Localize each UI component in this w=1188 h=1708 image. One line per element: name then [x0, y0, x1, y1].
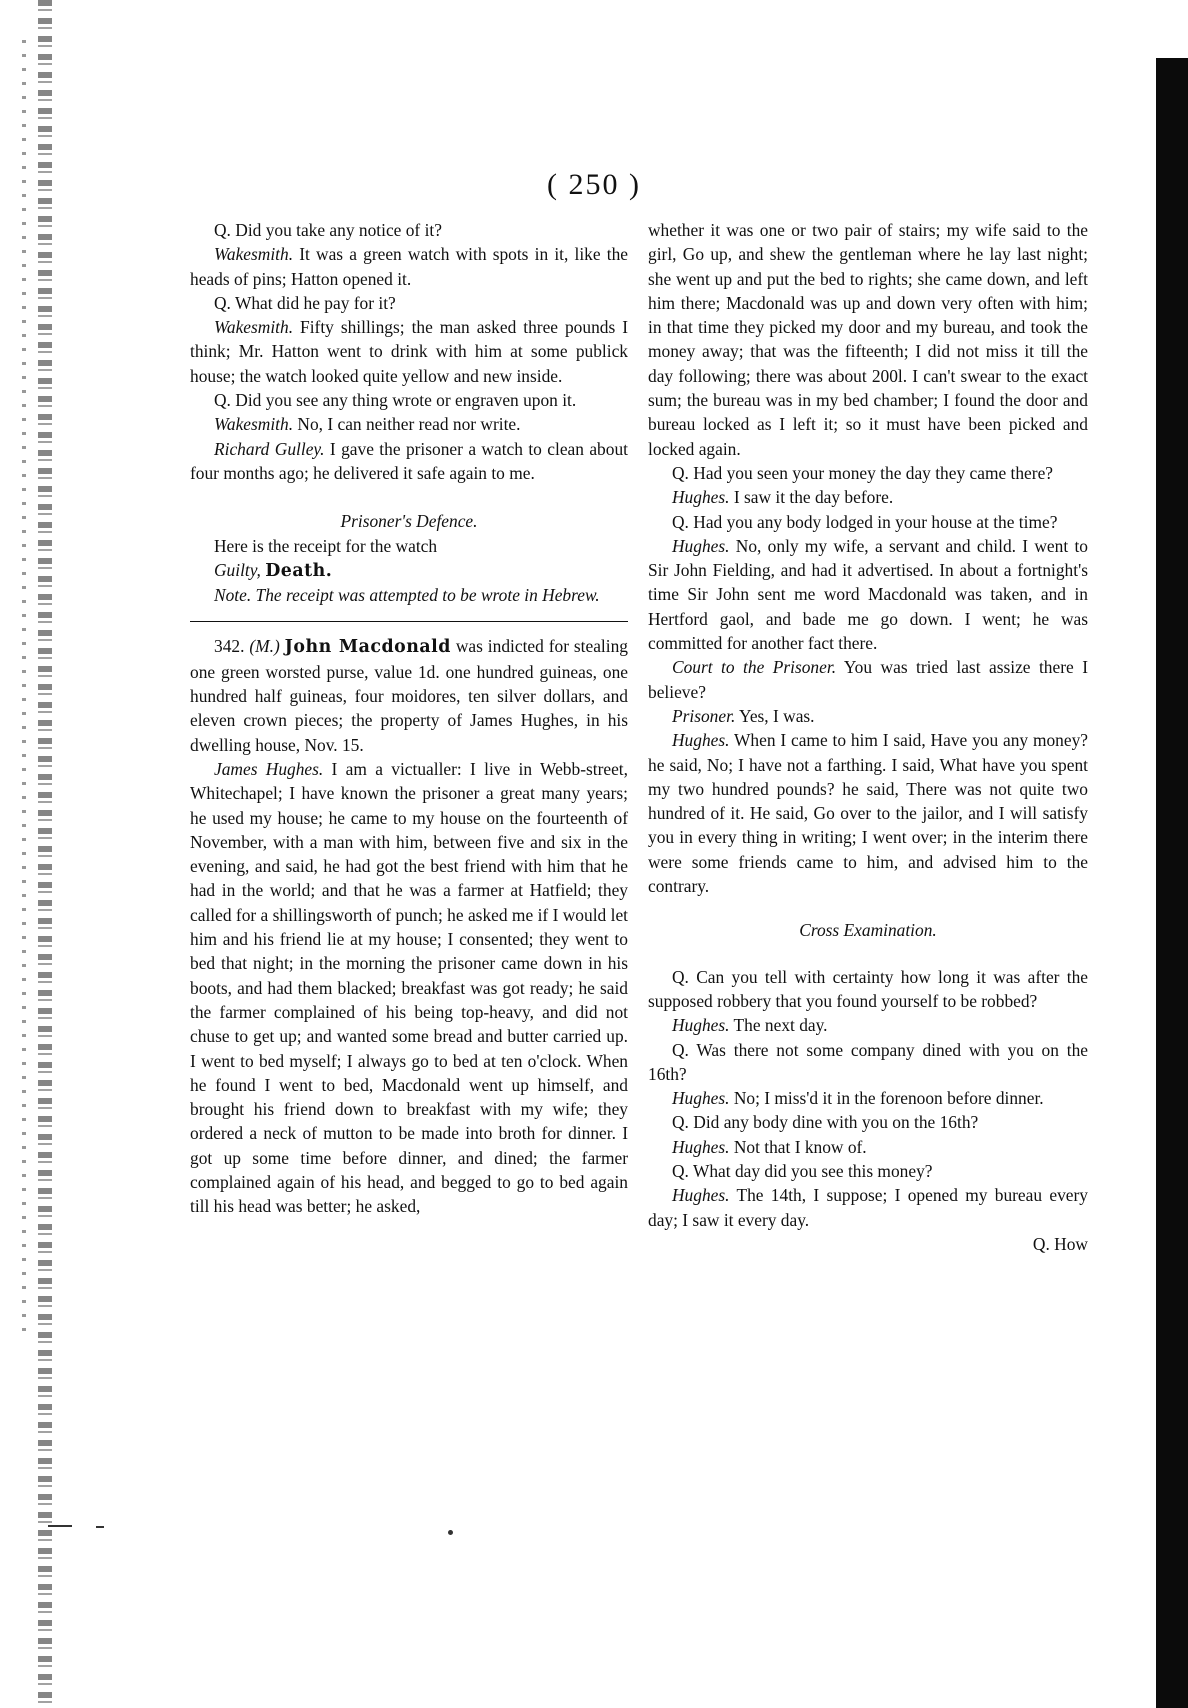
- paragraph: [648, 1086, 1088, 1110]
- page-header: ( 250 ): [547, 168, 641, 201]
- paragraph-text: Q. Can you tell with certainty how long it was after the supposed robbery that you found yourself to be robbed?: [648, 966, 1088, 1011]
- paragraph: [190, 412, 628, 436]
- binding-marks: [22, 40, 26, 1340]
- verdict: [190, 558, 628, 583]
- defence-text: Here is the receipt for the watch: [214, 535, 438, 556]
- speaker-name: Richard Gulley.: [214, 438, 325, 459]
- verdict-label: Guilty,: [214, 559, 261, 580]
- paragraph-text: The next day.: [729, 1015, 828, 1036]
- note-text: The receipt was attempted to be wrote in Hebrew.: [251, 585, 600, 606]
- paragraph-text: You was tried last assize there I believe?: [648, 657, 1088, 702]
- paragraph-text: Q. Had you seen your money the day they came there?: [672, 462, 1054, 483]
- paragraph: [648, 728, 1088, 898]
- speaker-name: Wakesmith.: [214, 244, 294, 265]
- paragraph-text: The 14th, I suppose; I opened my bureau every day; I saw it every day.: [648, 1185, 1088, 1230]
- paragraph-text: It was a green watch with spots in it, like the heads of pins; Hatton opened it.: [190, 244, 628, 289]
- case-divider: [190, 621, 628, 622]
- speaker-name: Hughes.: [672, 487, 730, 508]
- case-number: 342.: [214, 636, 245, 657]
- left-bottom-paragraphs: [190, 757, 628, 1219]
- case-name: John Macdonald: [284, 637, 451, 658]
- case-marker: (M.): [249, 636, 280, 657]
- case-indictment: [190, 634, 628, 756]
- paragraph-text: Q. Had you any body lodged in your house at the time?: [672, 511, 1058, 532]
- paragraph: [648, 510, 1088, 534]
- speaker-name: Hughes.: [672, 1136, 730, 1157]
- cross-heading: Cross Examination.: [799, 920, 937, 941]
- paragraph: [190, 291, 628, 315]
- catchword: Q. How: [1032, 1233, 1088, 1254]
- speaker-name: Hughes.: [672, 730, 730, 751]
- margin-speck: [448, 1530, 453, 1535]
- binding-gutter: [38, 0, 52, 1708]
- margin-speck: [96, 1526, 104, 1528]
- paragraph-text: No, only my wife, a servant and child. I went to Sir John Fielding, and had it advertised. In about a fortnight's time Sir John sent me word Macdonald was taken, and in Hertford gaol, and bade me go down. I went; he was committed for another fact there.: [648, 535, 1088, 654]
- paragraph: [648, 1135, 1088, 1159]
- paragraph-text: Not that I know of.: [729, 1136, 867, 1157]
- paragraph: [648, 485, 1088, 509]
- speaker-name: James Hughes.: [214, 758, 324, 779]
- paragraph: [648, 655, 1088, 704]
- paragraph-text: whether it was one or two pair of stairs; my wife said to the girl, Go up, and shew the gentleman where he lay last night; she went up and put the bed to rights; she came down, and left him there; Macdonald was up and down very often with him; in that time they picked my door and my bureau, and took the money away; that was the fifteenth; I did not miss it till the day following; there was about 200l. I can't swear to the exact sum; the bureau was in my bed chamber; I found the door and bureau locked as I left it; so it must have been picked and locked again.: [648, 220, 1088, 459]
- paragraph-text: Yes, I was.: [735, 705, 815, 726]
- paragraph-text: Q. What did he pay for it?: [214, 292, 396, 313]
- paragraph: [648, 704, 1088, 728]
- paragraph-text: Q. Was there not some company dined with you on the 16th?: [648, 1039, 1088, 1084]
- right-top-paragraphs: [648, 218, 1088, 898]
- paragraph: [648, 218, 1088, 461]
- left-column: [190, 218, 628, 1219]
- paragraph-text: Q. Did you take any notice of it?: [214, 220, 442, 240]
- case-text: was indicted for stealing one green worsted purse, value 1d. one hundred guineas, one hundred half guineas, four moidores, ten silver dollars, and eleven crown pieces; the property of James Hughes, in his dwelling house, Nov. 15.: [190, 636, 628, 755]
- speaker-name: Wakesmith.: [214, 414, 294, 435]
- speaker-name: Court to the Prisoner.: [672, 657, 837, 678]
- note: [190, 583, 628, 607]
- speaker-name: Hughes.: [672, 535, 730, 556]
- paragraph: [190, 757, 628, 1219]
- paragraph: [648, 1183, 1088, 1232]
- paragraph-text: No, I can neither read nor write.: [293, 414, 521, 435]
- verdict-sentence: Death.: [265, 560, 333, 581]
- margin-speck: [48, 1525, 72, 1527]
- speaker-name: Hughes.: [672, 1185, 730, 1206]
- paragraph: [648, 1038, 1088, 1087]
- paragraph-text: Q. Did you see any thing wrote or engraven upon it.: [214, 390, 577, 411]
- paragraph-text: When I came to him I said, Have you any money? he said, No; I have not a farthing. I said, What have you spent my two hundred pounds? he said, There was not quite two hundred of it. He said, Go over to the jailor, and I will satisfy you in every thing in writing; I went over; in the interim there were some friends came to him, and advised him to the contrary.: [648, 730, 1088, 897]
- paragraph-text: I am a victualler: I live in Webb-street, Whitechapel; I have known the prisoner a great many years; he used my house; he came to my house on the fourteenth of November, with a man with him, between five and six in the evening, and said, he had got the best friend with him that he had in the world; and that he was a farmer at Hatfield; they called for a shillingsworth of punch; he asked me if I would let him and his friend lie at my house; I consented; they went to bed that night; in the morning the prisoner came down in his boots, and had them blacked; breakfast was got ready; he said the farmer complained of his being top-heavy, and did not chuse to get up; and wanted some bread and butter carried up. I went to bed myself; I always go to bed at ten o'clock. When he found I went to bed, Macdonald went up himself, and brought his friend down to breakfast with my wife; they ordered a neck of mutton to be made into broth for dinner. I got up some time before dinner, and dined; the farmer complained again of his head, and begged to go to bed again till his head was better; he asked,: [190, 758, 628, 1217]
- paragraph: [648, 461, 1088, 485]
- paragraph-text: No; I miss'd it in the forenoon before dinner.: [729, 1088, 1044, 1109]
- paragraph: [648, 1159, 1088, 1183]
- paragraph: [190, 242, 628, 291]
- paragraph-text: I saw it the day before.: [729, 487, 894, 508]
- paragraph-text: Q. What day did you see this money?: [672, 1160, 933, 1181]
- paragraph-text: I gave the prisoner a watch to clean about four months ago; he delivered it safe again to me.: [190, 438, 628, 483]
- page-edge-shadow: [1156, 58, 1188, 1708]
- note-prefix: Note.: [214, 585, 252, 606]
- defence-heading: Prisoner's Defence.: [340, 511, 478, 532]
- left-top-paragraphs: [190, 218, 628, 485]
- right-column: [648, 218, 1088, 1256]
- speaker-name: Wakesmith.: [214, 317, 294, 338]
- paragraph: [648, 965, 1088, 1014]
- paragraph: [648, 1013, 1088, 1037]
- right-bottom-paragraphs: [648, 965, 1088, 1232]
- paragraph: [190, 218, 628, 242]
- paragraph: [190, 388, 628, 412]
- paragraph-text: Q. Did any body dine with you on the 16th?: [672, 1112, 979, 1133]
- paragraph: [190, 437, 628, 486]
- paragraph: [648, 534, 1088, 655]
- paragraph: [190, 315, 628, 388]
- paragraph-text: Fifty shillings; the man asked three pounds I think; Mr. Hatton went to drink with him at some publick house; the watch looked quite yellow and new inside.: [190, 317, 628, 386]
- speaker-name: Hughes.: [672, 1088, 730, 1109]
- speaker-name: Hughes.: [672, 1015, 730, 1036]
- speaker-name: Prisoner.: [672, 705, 736, 726]
- paragraph: [648, 1110, 1088, 1134]
